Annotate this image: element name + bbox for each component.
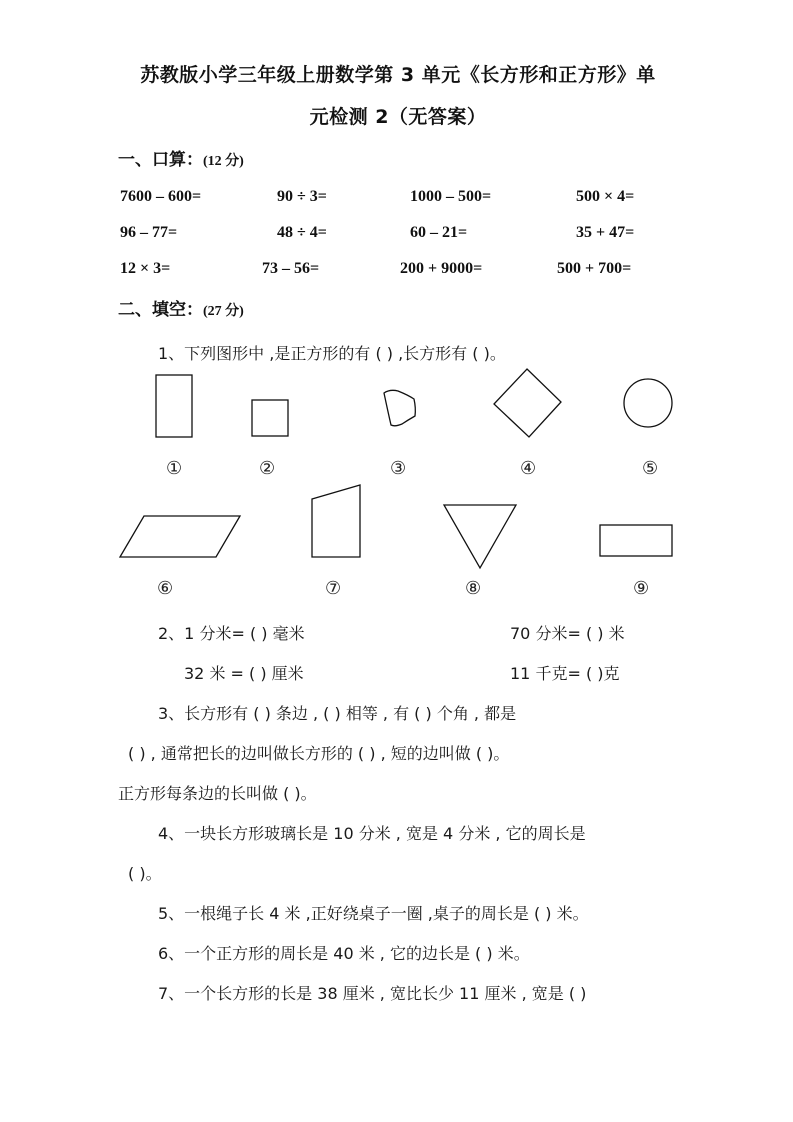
question-2b: 70 分米= ( ) 米: [510, 624, 625, 643]
calc-item: 48 ÷ 4=: [277, 224, 327, 241]
question-5: 5、一根绳子长 4 米 ,正好绕桌子一圈 ,桌子的周长是 ( ) 米。: [158, 904, 589, 923]
shape-rectangle-wide: [600, 525, 672, 556]
section1-title: 一、口算：: [118, 150, 203, 170]
calc-item: 1000 – 500=: [410, 188, 492, 205]
shape-label-9: ⑨: [633, 578, 650, 599]
question-2c: 32 米 = ( ) 厘米: [184, 664, 304, 683]
shape-label-7: ⑦: [325, 578, 342, 599]
shape-trapezoid: [312, 485, 360, 557]
question-1: 1、下列图形中 ,是正方形的有 ( ) ,长方形有 ( )。: [158, 344, 506, 363]
calc-item: 90 ÷ 3=: [277, 188, 327, 205]
shape-label-8: ⑧: [465, 578, 482, 599]
shape-label-6: ⑥: [157, 578, 174, 599]
question-3-line2: ( ) , 通常把长的边叫做长方形的 ( ) , 短的边叫做 ( )。: [128, 744, 510, 763]
calc-item: 200 + 9000=: [400, 260, 483, 277]
section1-points: (12 分): [203, 154, 244, 169]
calc-item: 7600 – 600=: [120, 188, 202, 205]
shape-label-2: ②: [259, 458, 276, 479]
section2-title: 二、填空：: [118, 300, 203, 320]
calc-item: 500 × 4=: [576, 188, 635, 205]
shape-diamond: [494, 369, 561, 437]
question-2a: 2、1 分米= ( ) 毫米: [158, 624, 305, 643]
shape-label-1: ①: [166, 458, 183, 479]
calc-item: 500 + 700=: [557, 260, 632, 277]
question-6: 6、一个正方形的周长是 40 米 , 它的边长是 ( ) 米。: [158, 944, 530, 963]
question-4-line1: 4、一块长方形玻璃长是 10 分米 , 宽是 4 分米 , 它的周长是: [158, 824, 586, 843]
calc-item: 35 + 47=: [576, 224, 635, 241]
calc-item: 73 – 56=: [262, 260, 320, 277]
shape-label-4: ④: [520, 458, 537, 479]
document-title-line2: 元检测 2（无答案）: [309, 106, 487, 128]
document-title-line1: 苏教版小学三年级上册数学第 3 单元《长方形和正方形》单: [140, 64, 656, 86]
section2-points: (27 分): [203, 304, 244, 319]
shape-inverted-triangle: [444, 505, 516, 568]
shape-square: [252, 400, 288, 436]
shape-parallelogram: [120, 516, 240, 557]
question-4-line2: ( )。: [128, 864, 162, 883]
calc-item: 96 – 77=: [120, 224, 178, 241]
shape-label-3: ③: [390, 458, 407, 479]
calc-item: 12 × 3=: [120, 260, 171, 277]
shape-irregular-blob: [384, 390, 415, 425]
shape-rectangle-tall: [156, 375, 192, 437]
shape-label-5: ⑤: [642, 458, 659, 479]
question-7: 7、一个长方形的长是 38 厘米 , 宽比长少 11 厘米 , 宽是 ( ): [158, 984, 587, 1003]
question-3-line3: 正方形每条边的长叫做 ( )。: [118, 784, 317, 803]
calc-item: 60 – 21=: [410, 224, 468, 241]
question-3-line1: 3、长方形有 ( ) 条边 , ( ) 相等 , 有 ( ) 个角 , 都是: [158, 704, 517, 723]
question-2d: 11 千克= ( )克: [510, 664, 620, 683]
shape-circle: [624, 379, 672, 427]
